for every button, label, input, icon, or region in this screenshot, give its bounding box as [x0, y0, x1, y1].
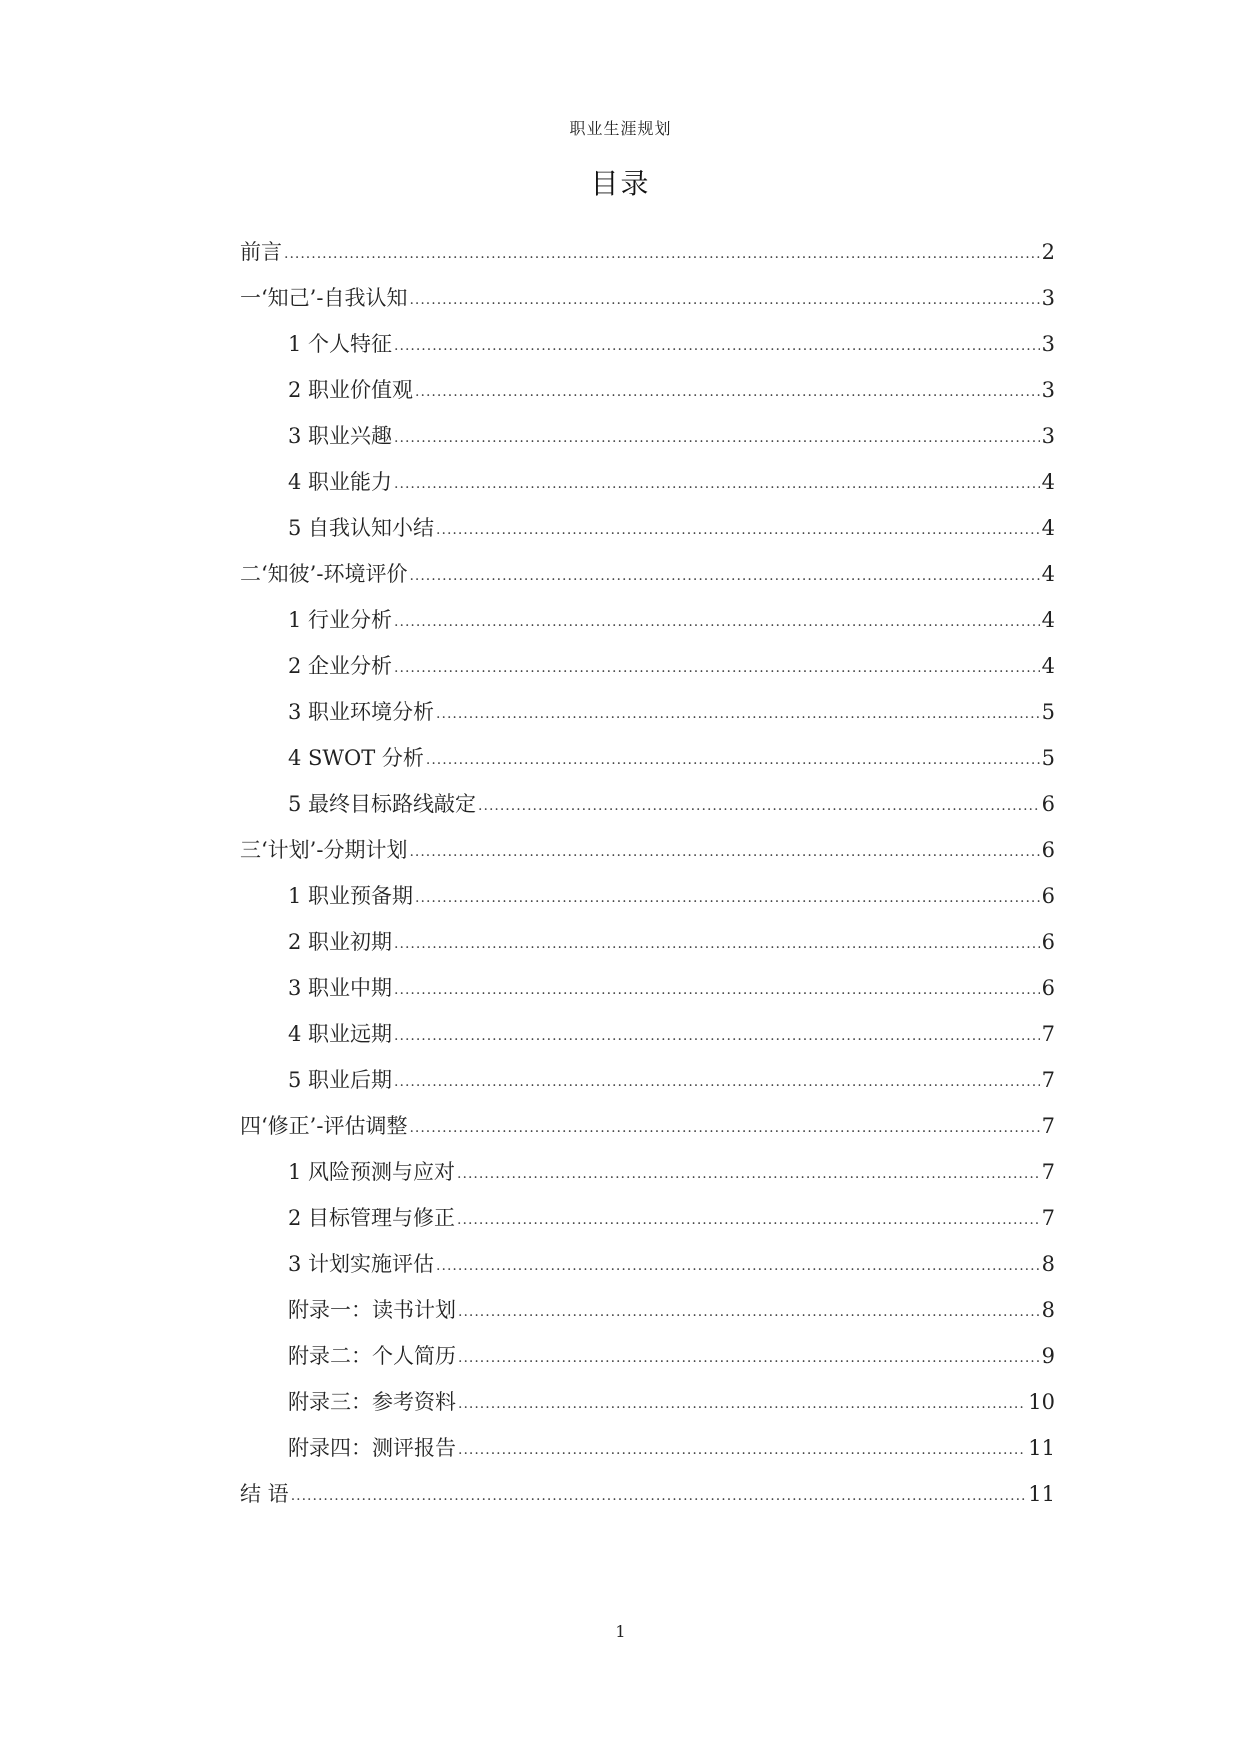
- toc-dot-leader: [436, 1256, 1040, 1276]
- toc-entry-label: 5 最终目标路线敲定: [288, 792, 477, 816]
- toc-entry[interactable]: [240, 1328, 1055, 1374]
- toc-entry-page: 7: [1041, 1114, 1055, 1138]
- toc-dot-leader: [415, 888, 1040, 908]
- toc-entry-label: 5 职业后期: [288, 1068, 393, 1092]
- toc-entry-page: 6: [1041, 884, 1055, 908]
- toc-entry-label: 结 语: [240, 1482, 289, 1506]
- toc-dot-leader: [415, 382, 1040, 402]
- toc-entry[interactable]: [240, 1006, 1055, 1052]
- toc-entry-label: 3 职业中期: [288, 976, 393, 1000]
- toc-dot-leader: [409, 566, 1039, 586]
- toc-dot-leader: [394, 934, 1040, 954]
- toc-dot-leader: [458, 1394, 1026, 1414]
- toc-entry-page: 6: [1041, 976, 1055, 1000]
- toc-entry-page: 7: [1041, 1206, 1055, 1230]
- toc-dot-leader: [409, 290, 1039, 310]
- page-number: 1: [615, 1622, 626, 1641]
- toc-entry-label: 4 SWOT 分析: [288, 746, 424, 770]
- toc-entry-label: 一‘知己’-自我认知: [240, 286, 408, 310]
- toc-dot-leader: [394, 336, 1040, 356]
- toc-entry[interactable]: [240, 868, 1055, 914]
- toc-entry-page: 3: [1041, 286, 1055, 310]
- toc-entry[interactable]: [240, 362, 1055, 408]
- toc-dot-leader: [478, 796, 1040, 816]
- toc-dot-leader: [457, 1210, 1040, 1230]
- toc-entry-label: 三‘计划’-分期计划: [240, 838, 408, 862]
- toc-entry-page: 6: [1041, 838, 1055, 862]
- toc-entry-page: 3: [1041, 424, 1055, 448]
- toc-entry-label: 5 自我认知小结: [288, 516, 435, 540]
- toc-entry[interactable]: [240, 224, 1055, 270]
- toc-entry-label: 附录四：测评报告: [288, 1436, 456, 1460]
- toc-dot-leader: [394, 474, 1040, 494]
- toc-entry-label: 附录三：参考资料: [288, 1390, 456, 1414]
- toc-title: 目录: [590, 167, 651, 200]
- toc-dot-leader: [291, 1486, 1027, 1506]
- toc-entry-page: 4: [1041, 608, 1055, 632]
- toc-entry-label: 4 职业远期: [288, 1022, 393, 1046]
- toc-dot-leader: [409, 842, 1039, 862]
- toc-entry[interactable]: [240, 960, 1055, 1006]
- toc-entry[interactable]: [240, 1374, 1055, 1420]
- toc-entry-label: 二‘知彼’-环境评价: [240, 562, 408, 586]
- toc-entry-label: 1 职业预备期: [288, 884, 414, 908]
- toc-entry-label: 2 目标管理与修正: [288, 1206, 456, 1230]
- table-of-contents: [240, 224, 1055, 1512]
- toc-dot-leader: [394, 428, 1040, 448]
- toc-entry-page: 6: [1041, 792, 1055, 816]
- toc-entry-page: 4: [1041, 470, 1055, 494]
- toc-entry-page: 3: [1041, 378, 1055, 402]
- toc-entry-page: 9: [1041, 1344, 1055, 1368]
- toc-entry-page: 3: [1041, 332, 1055, 356]
- toc-entry-page: 4: [1041, 654, 1055, 678]
- toc-entry-label: 2 职业初期: [288, 930, 393, 954]
- toc-entry[interactable]: [240, 1052, 1055, 1098]
- toc-entry-label: 四‘修正’-评估调整: [240, 1114, 408, 1138]
- toc-dot-leader: [394, 1026, 1040, 1046]
- toc-entry-page: 4: [1041, 516, 1055, 540]
- toc-entry[interactable]: [240, 1236, 1055, 1282]
- running-header: 职业生涯规划: [569, 119, 672, 138]
- toc-entry[interactable]: [240, 776, 1055, 822]
- toc-entry[interactable]: [240, 822, 1055, 868]
- toc-dot-leader: [458, 1440, 1026, 1460]
- toc-entry-page: 6: [1041, 930, 1055, 954]
- toc-entry-page: 7: [1041, 1160, 1055, 1184]
- toc-entry[interactable]: [240, 1282, 1055, 1328]
- toc-entry[interactable]: [240, 638, 1055, 684]
- toc-dot-leader: [458, 1348, 1040, 1368]
- toc-entry-label: 1 个人特征: [288, 332, 393, 356]
- toc-entry[interactable]: [240, 546, 1055, 592]
- toc-dot-leader: [426, 750, 1040, 770]
- toc-entry-page: 8: [1041, 1252, 1055, 1276]
- toc-entry[interactable]: [240, 316, 1055, 362]
- toc-entry[interactable]: [240, 1144, 1055, 1190]
- toc-entry-page: 2: [1041, 240, 1055, 264]
- toc-entry-label: 1 风险预测与应对: [288, 1160, 456, 1184]
- toc-entry-label: 3 职业环境分析: [288, 700, 435, 724]
- toc-dot-leader: [409, 1118, 1039, 1138]
- toc-entry[interactable]: [240, 592, 1055, 638]
- toc-entry[interactable]: [240, 500, 1055, 546]
- toc-dot-leader: [457, 1164, 1040, 1184]
- toc-dot-leader: [394, 1072, 1040, 1092]
- toc-entry[interactable]: [240, 1466, 1055, 1512]
- toc-entry[interactable]: [240, 730, 1055, 776]
- toc-entry[interactable]: [240, 454, 1055, 500]
- toc-entry-page: 11: [1028, 1436, 1055, 1460]
- toc-dot-leader: [436, 704, 1040, 724]
- toc-entry-page: 5: [1041, 700, 1055, 724]
- toc-entry-label: 附录一：读书计划: [288, 1298, 456, 1322]
- toc-entry[interactable]: [240, 1098, 1055, 1144]
- toc-dot-leader: [436, 520, 1040, 540]
- toc-dot-leader: [458, 1302, 1040, 1322]
- toc-entry-label: 4 职业能力: [288, 470, 393, 494]
- toc-entry[interactable]: [240, 408, 1055, 454]
- toc-dot-leader: [394, 612, 1040, 632]
- toc-dot-leader: [394, 980, 1040, 1000]
- toc-dot-leader: [284, 244, 1040, 264]
- toc-entry[interactable]: [240, 684, 1055, 730]
- toc-entry-page: 7: [1041, 1068, 1055, 1092]
- toc-entry-page: 8: [1041, 1298, 1055, 1322]
- toc-entry[interactable]: [240, 270, 1055, 316]
- toc-entry-label: 3 计划实施评估: [288, 1252, 435, 1276]
- toc-entry-label: 前言: [240, 240, 282, 264]
- toc-entry-page: 7: [1041, 1022, 1055, 1046]
- toc-dot-leader: [394, 658, 1040, 678]
- toc-entry[interactable]: [240, 1420, 1055, 1466]
- toc-entry[interactable]: [240, 1190, 1055, 1236]
- toc-entry[interactable]: [240, 914, 1055, 960]
- toc-entry-page: 11: [1028, 1482, 1055, 1506]
- toc-entry-label: 3 职业兴趣: [288, 424, 393, 448]
- toc-entry-label: 2 职业价值观: [288, 378, 414, 402]
- toc-entry-page: 10: [1028, 1390, 1055, 1414]
- toc-entry-label: 1 行业分析: [288, 608, 393, 632]
- toc-entry-page: 4: [1041, 562, 1055, 586]
- toc-entry-page: 5: [1041, 746, 1055, 770]
- toc-entry-label: 附录二：个人简历: [288, 1344, 456, 1368]
- toc-entry-label: 2 企业分析: [288, 654, 393, 678]
